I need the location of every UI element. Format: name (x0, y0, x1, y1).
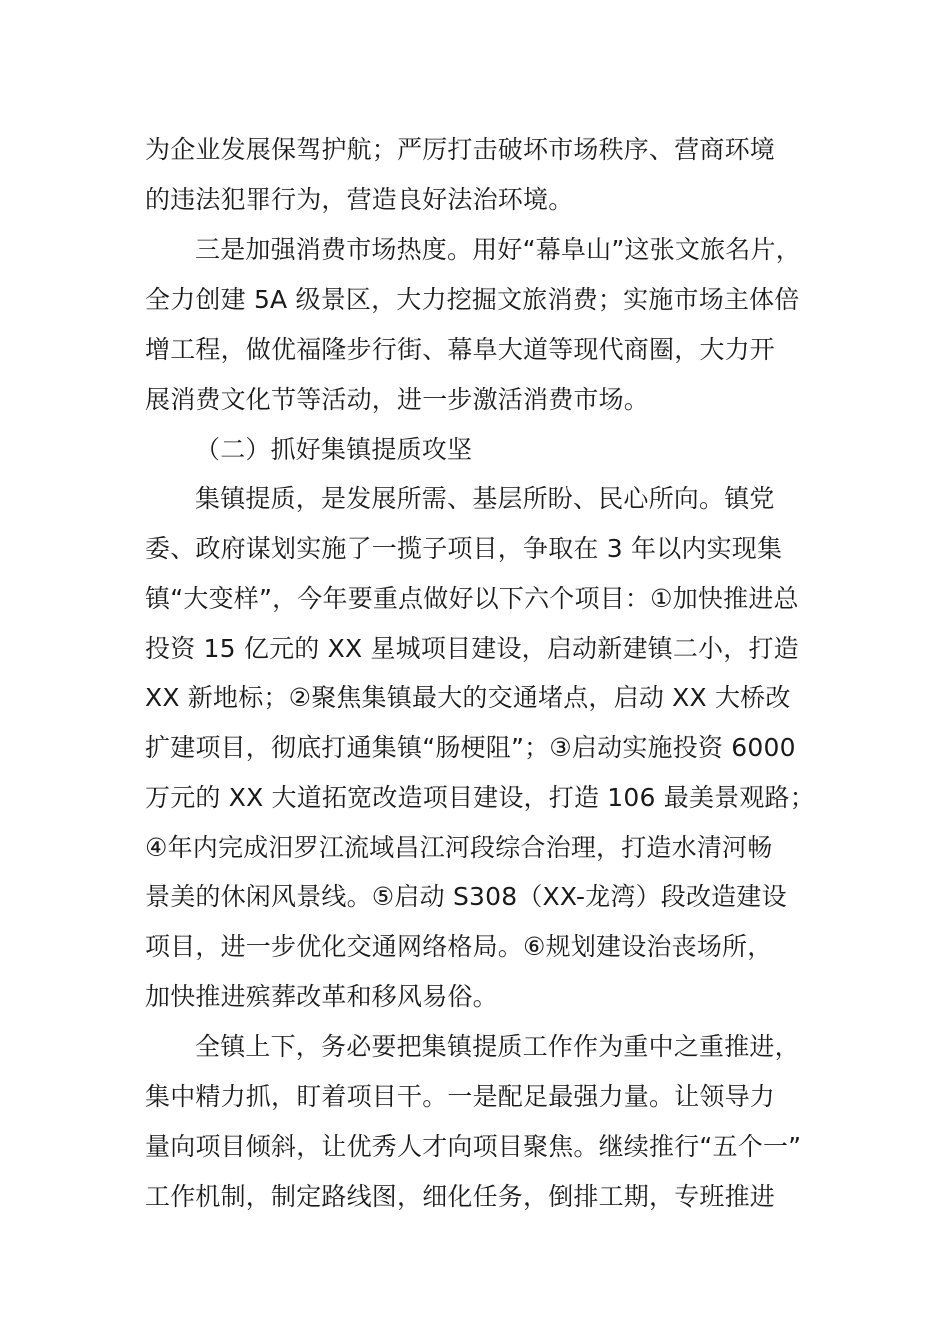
paragraph-line: 项目，进一步优化交通网络格局。⑥规划建设治丧场所， (145, 932, 773, 961)
paragraph-first-line: 三是加强消费市场热度。用好“幕阜山”这张文旅名片， (195, 235, 801, 264)
paragraph-line: 工作机制，制定路线图，细化任务，倒排工期，专班推进 (145, 1182, 776, 1211)
paragraph-line: 镇“大变样”，今年要重点做好以下六个项目：①加快推进总 (145, 584, 799, 613)
paragraph-line: 万元的 XX 大道拓宽改造项目建设，打造 106 最美景观路； (145, 783, 815, 812)
paragraph-line: 投资 15 亿元的 XX 星城项目建设，启动新建镇二小，打造 (145, 634, 799, 663)
section-heading: （二）抓好集镇提质攻坚 (195, 435, 473, 464)
paragraph-line: 景美的休闲风景线。⑤启动 S308（XX-龙湾）段改造建设 (145, 882, 787, 911)
paragraph-first-line: 全镇上下，务必要把集镇提质工作作为重中之重推进， (195, 1032, 800, 1061)
paragraph-first-line: 集镇提质，是发展所需、基层所盼、民心所向。镇党 (195, 484, 775, 513)
paragraph-line: 委、政府谋划实施了一揽子项目，争取在 3 年以内实现集 (145, 534, 783, 563)
paragraph-line: 全力创建 5A 级景区，大力挖掘文旅消费；实施市场主体倍 (145, 285, 800, 314)
paragraph-line: 展消费文化节等活动，进一步激活消费市场。 (145, 385, 650, 414)
paragraph-line: 集中精力抓，盯着项目干。一是配足最强力量。让领导力 (145, 1082, 776, 1111)
paragraph-line: ④年内完成汨罗江流域昌江河段综合治理，打造水清河畅 (145, 833, 773, 862)
paragraph-line: 增工程，做优福隆步行街、幕阜大道等现代商圈，大力开 (145, 335, 776, 364)
paragraph-line: 量向项目倾斜，让优秀人才向项目聚焦。继续推行“五个一” (145, 1132, 802, 1161)
paragraph-line: 扩建项目，彻底打通集镇“肠梗阻”；③启动实施投资 6000 (145, 733, 796, 762)
paragraph-line: 的违法犯罪行为，营造良好法治环境。 (145, 185, 574, 214)
paragraph-line: XX 新地标；②聚焦集镇最大的交通堵点，启动 XX 大桥改 (145, 683, 791, 712)
paragraph-line: 加快推进殡葬改革和移风易俗。 (145, 982, 498, 1011)
paragraph-line: 为企业发展保驾护航；严厉打击破坏市场秩序、营商环境 (145, 135, 776, 164)
